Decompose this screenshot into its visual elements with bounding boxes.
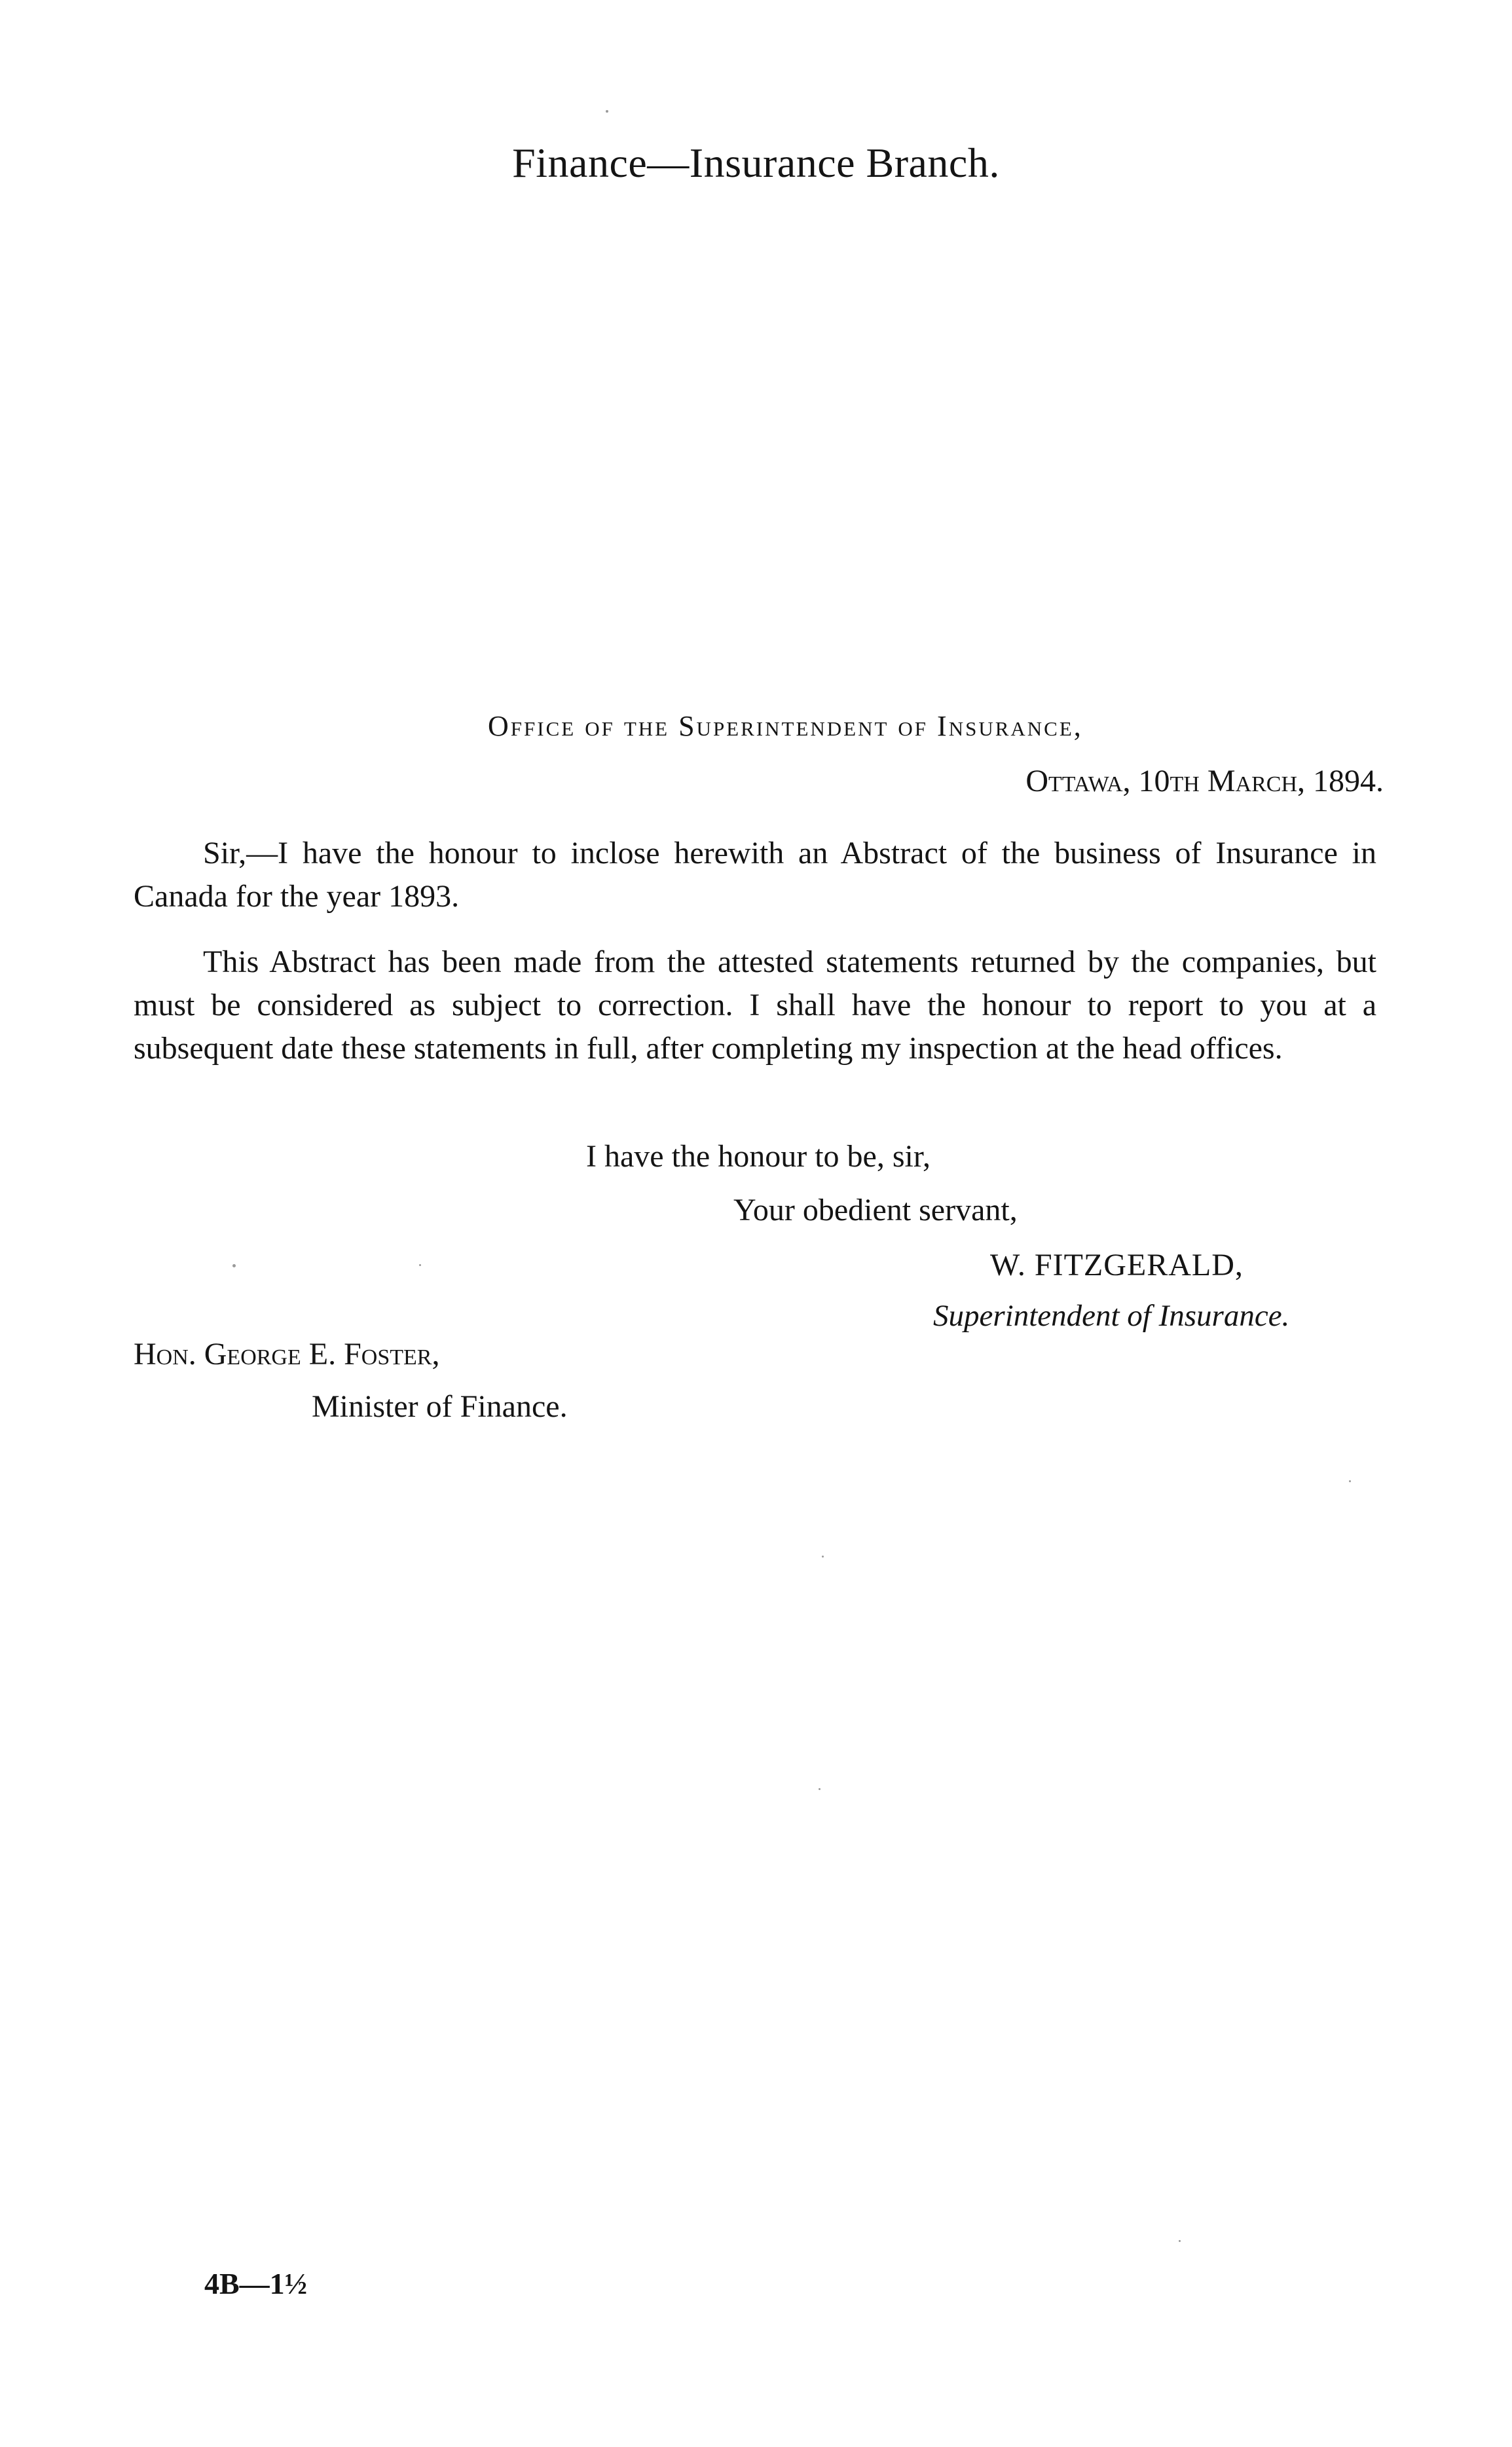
signer-name: W. FITZGERALD, [990,1248,1244,1282]
letter-paragraph-2: This Abstract has been made from the attested statements returned by the companies, but must be considered as subject to correction. I shall have the honour to report to you at a subsequent date these statements in full, after completing my inspection at the head offices. [134,944,1376,1066]
closing-line-2: Your obedient servant, [733,1193,1018,1227]
letter-paragraph-1: Sir,—I have the honour to inclose herewith an Abstract of the business of Insurance in Canada for the year 1893. [134,836,1376,914]
dateline: Ottawa, 10th March, 1894. [1025,764,1384,798]
page-title: Finance—Insurance Branch. [512,140,1000,186]
paper-speck [419,1264,421,1266]
paper-speck [232,1264,236,1267]
paper-speck [1179,2240,1181,2242]
addressee-name: Hon. George E. Foster, [134,1337,440,1372]
addressee-title: Minister of Finance. [312,1389,568,1424]
paper-speck [606,110,608,113]
paper-speck [1349,1480,1351,1482]
signer-title: Superintendent of Insurance. [933,1299,1290,1333]
closing-line-1: I have the honour to be, sir, [586,1139,931,1174]
paper-speck [819,1788,821,1790]
office-line: Office of the Superintendent of Insurance, [488,710,1083,742]
page-folio: 4B—1½ [204,2267,308,2300]
paper-speck [822,1556,824,1558]
